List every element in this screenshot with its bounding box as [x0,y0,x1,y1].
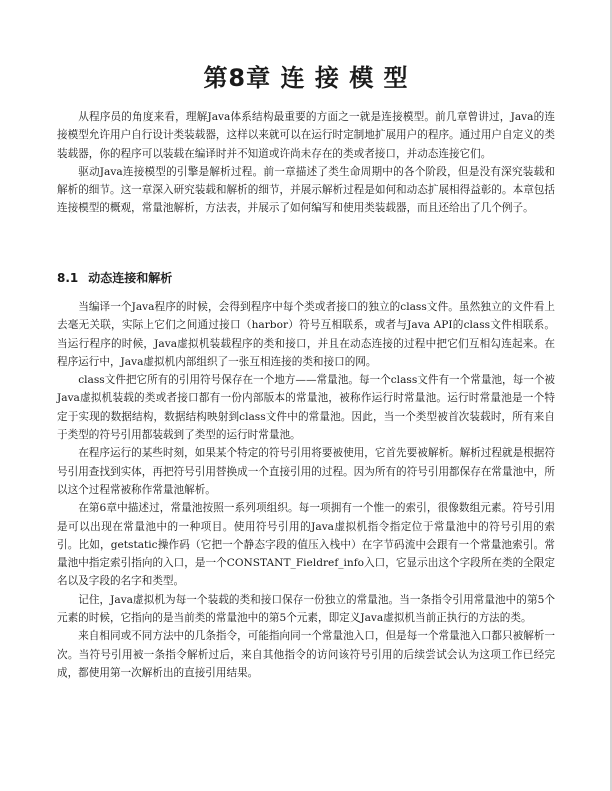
body-paragraph: 当编译一个Java程序的时候，会得到程序中每个类或者接口的独立的class文件。虽然独立的文件看上去毫无关联，实际上它们之间通过接口（harbor）符号互相联系，或者与Java API的class文件相联系。当运行程序的时候，Java虚拟机装载程序的类和接口，并且在动态连接的过程中把它们互相勾连起来。在程序运行中，Java虚拟机内部组织了一张互相连接的类和接口的网。 [57,301,555,368]
body-paragraph: 来自相同或不同方法中的几条指令，可能指向同一个常量池入口，但是每一个常量池入口都只被解析一次。当符号引用被一条指令解析过后，来自其他指令的访问该符号引用的后续尝试会认为这项工作已经完成，都使用第一次解析出的直接引用结果。 [57,630,555,679]
intro-paragraph: 从程序员的角度来看，理解Java体系结构最重要的方面之一就是连接模型。前几章曾讲过，Java的连接模型允许用户自行设计类装载器，这样以来就可以在运行时定制地扩展用户的程序。通过用户自定义的类装载器，你的程序可以装载在编译时并不知道或许尚未存在的类或者接口，并动态连接它们。 [57,111,555,160]
section-body [57,298,555,682]
section-number: 8.1 [57,271,79,285]
body-paragraph: class文件把它所有的引用符号保存在一个地方——常量池。每一个class文件有一个常量池，每一个被Java虚拟机装载的类或者接口都有一份内部版本的常量池，被称作运行时常量池。运行时常量池是一个特定于实现的数据结构，数据结构映射到class文件中的常量池。因此，当一个类型被首次装载时，所有来自于类型的符号引用都装载到了类型的运行时常量池。 [57,374,555,442]
section-heading [57,269,172,286]
chapter-intro [57,108,555,218]
intro-paragraph: 驱动Java连接模型的引擎是解析过程。前一章描述了类生命周期中的各个阶段，但是没有深究装载和解析的细节。这一章深入研究装载和解析的细节，并展示解析过程是如何和动态扩展相得益彰的。本章包括连接模型的概观，常量池解析，方法表，并展示了如何编写和使用类装载器，而且还给出了几个例子。 [57,165,555,215]
body-paragraph: 在第6章中描述过，常量池按照一系列项组织。每一项拥有一个惟一的索引，很像数组元素。符号引用是可以出现在常量池中的一种项目。使用符号引用的Java虚拟机指令指定位于常量池中的符号引用的索引。比如，getstatic操作码（它把一个静态字段的值压入栈中）在字节码流中会跟有一个常量池索引。常量池中指定索引指向的入口，是一个CONSTANT_Fieldref_info入口，它显示出这个字段所在类的全限定名以及字段的名字和类型。 [57,502,555,588]
body-paragraph: 记住，Java虚拟机为每一个装载的类和接口保存一份独立的常量池。当一条指令引用常量池中的第5个元素的时候，它指向的是当前类的常量池中的第5个元素，即定义Java虚拟机当前正执行的方法的类。 [57,593,555,625]
body-paragraph: 在程序运行的某些时刻，如果某个特定的符号引用将要被使用，它首先要被解析。解析过程就是根据符号引用查找到实体，再把符号引用替换成一个直接引用的过程。因为所有的符号引用都保存在常量池中，所以这个过程常被称作常量池解析。 [57,447,555,496]
section-title: 动态连接和解析 [88,271,173,285]
chapter-title: 第8章 连 接 模 型 [203,64,409,92]
